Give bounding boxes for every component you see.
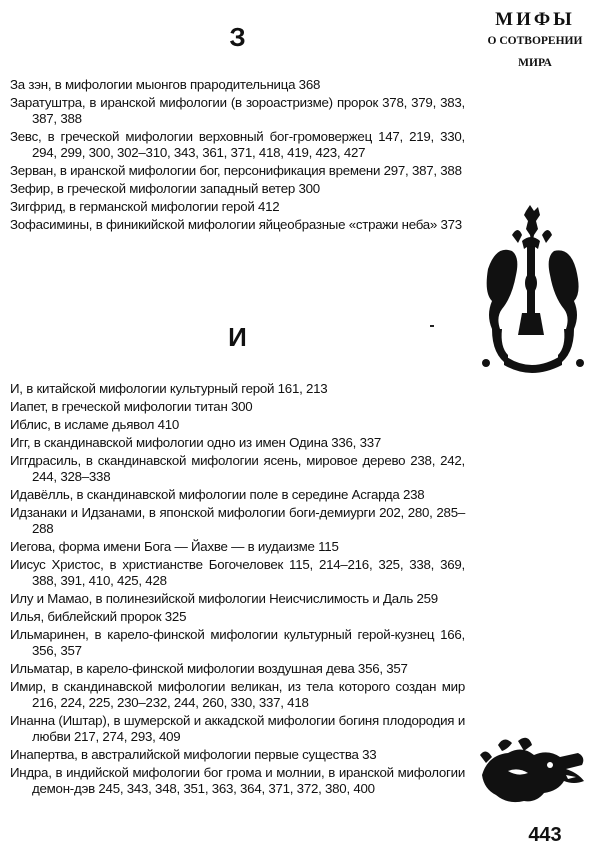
index-entry: Ильматар, в карело-финской мифологии воздушная дева 356, 357 bbox=[10, 661, 408, 676]
index-entry: Иегова, форма имени Бога — Йахве — в иудаизме 115 bbox=[10, 539, 339, 554]
index-entry: Ильмаринен, в карело-финской мифологии культурный герой-кузнец 166, 356, 357 bbox=[10, 627, 465, 658]
index-entry: Индра, в индийской мифологии бог грома и молнии, в иранской мифологии демон-дэв 245, 343, 348, 351, 363, 364, 371, 372, 380, 400 bbox=[10, 765, 465, 796]
book-title-line3: МИРА bbox=[518, 57, 552, 69]
book-title-line1: МИФЫ bbox=[495, 9, 575, 30]
index-entry: Зевс, в греческой мифологии верховный бог-громовержец 147, 219, 330, 294, 299, 300, 302–310, 343, 361, 371, 418, 419, 423, 427 bbox=[10, 129, 465, 160]
index-entry: Зефир, в греческой мифологии западный ветер 300 bbox=[10, 181, 320, 196]
index-entry: Идавёлль, в скандинавской мифологии поле в середине Асгарда 238 bbox=[10, 487, 425, 502]
index-entry: Инапертва, в австралийской мифологии первые существа 33 bbox=[10, 747, 377, 762]
book-title-line2: О СОТВОРЕНИИ bbox=[487, 35, 583, 47]
index-entry: Заратуштра, в иранской мифологии (в зороастризме) пророк 378, 379, 383, 387, 388 bbox=[10, 95, 465, 126]
index-entry: Иисус Христос, в христианстве Богочеловек 115, 214–216, 325, 338, 369, 388, 391, 410, 425, 428 bbox=[10, 557, 465, 588]
index-entry: И, в китайской мифологии культурный герой 161, 213 bbox=[10, 381, 328, 396]
index-entry: Илу и Мамао, в полинезийской мифологии Неисчислимость и Даль 259 bbox=[10, 591, 438, 606]
section-letter-i: И bbox=[228, 322, 247, 352]
index-entry: Зерван, в иранской мифологии бог, персонификация времени 297, 387, 388 bbox=[10, 163, 462, 178]
page-number: 443 bbox=[528, 824, 562, 846]
dragon-head-icon bbox=[478, 735, 590, 805]
index-entry: Зофасимины, в финикийской мифологии яйцеобразные «стражи неба» 373 bbox=[10, 217, 462, 232]
index-entry: За зэн, в мифологии мыонгов прародительница 368 bbox=[10, 77, 321, 92]
index-entry: Зигфрид, в германской мифологии герой 412 bbox=[10, 199, 280, 214]
index-entry: Игг, в скандинавской мифологии одно из имен Одина 336, 337 bbox=[10, 435, 382, 450]
index-entry: Имир, в скандинавской мифологии великан, из тела которого создан мир 216, 224, 225, 230–232, 244, 260, 330, 337, 418 bbox=[10, 679, 465, 710]
index-entry: Инанна (Иштар), в шумерской и аккадской мифологии богиня плодородия и любви 217, 274, 293, 409 bbox=[10, 713, 465, 744]
index-entry: Иапет, в греческой мифологии титан 300 bbox=[10, 399, 253, 414]
index-entries-i bbox=[10, 381, 465, 799]
index-entries-z bbox=[10, 77, 465, 235]
book-title bbox=[480, 8, 590, 72]
index-entry: Иггдрасиль, в скандинавской мифологии ясень, мировое дерево 238, 242, 244, 328–338 bbox=[10, 453, 465, 484]
index-entry: Идзанаки и Идзанами, в японской мифологии боги-демиурги 202, 280, 285–288 bbox=[10, 505, 465, 536]
section-letter-z: З bbox=[229, 22, 246, 52]
deity-figure-ornament-icon bbox=[478, 205, 588, 375]
index-entry: Иблис, в исламе дьявол 410 bbox=[10, 417, 180, 432]
index-entry: Илья, библейский пророк 325 bbox=[10, 609, 187, 624]
